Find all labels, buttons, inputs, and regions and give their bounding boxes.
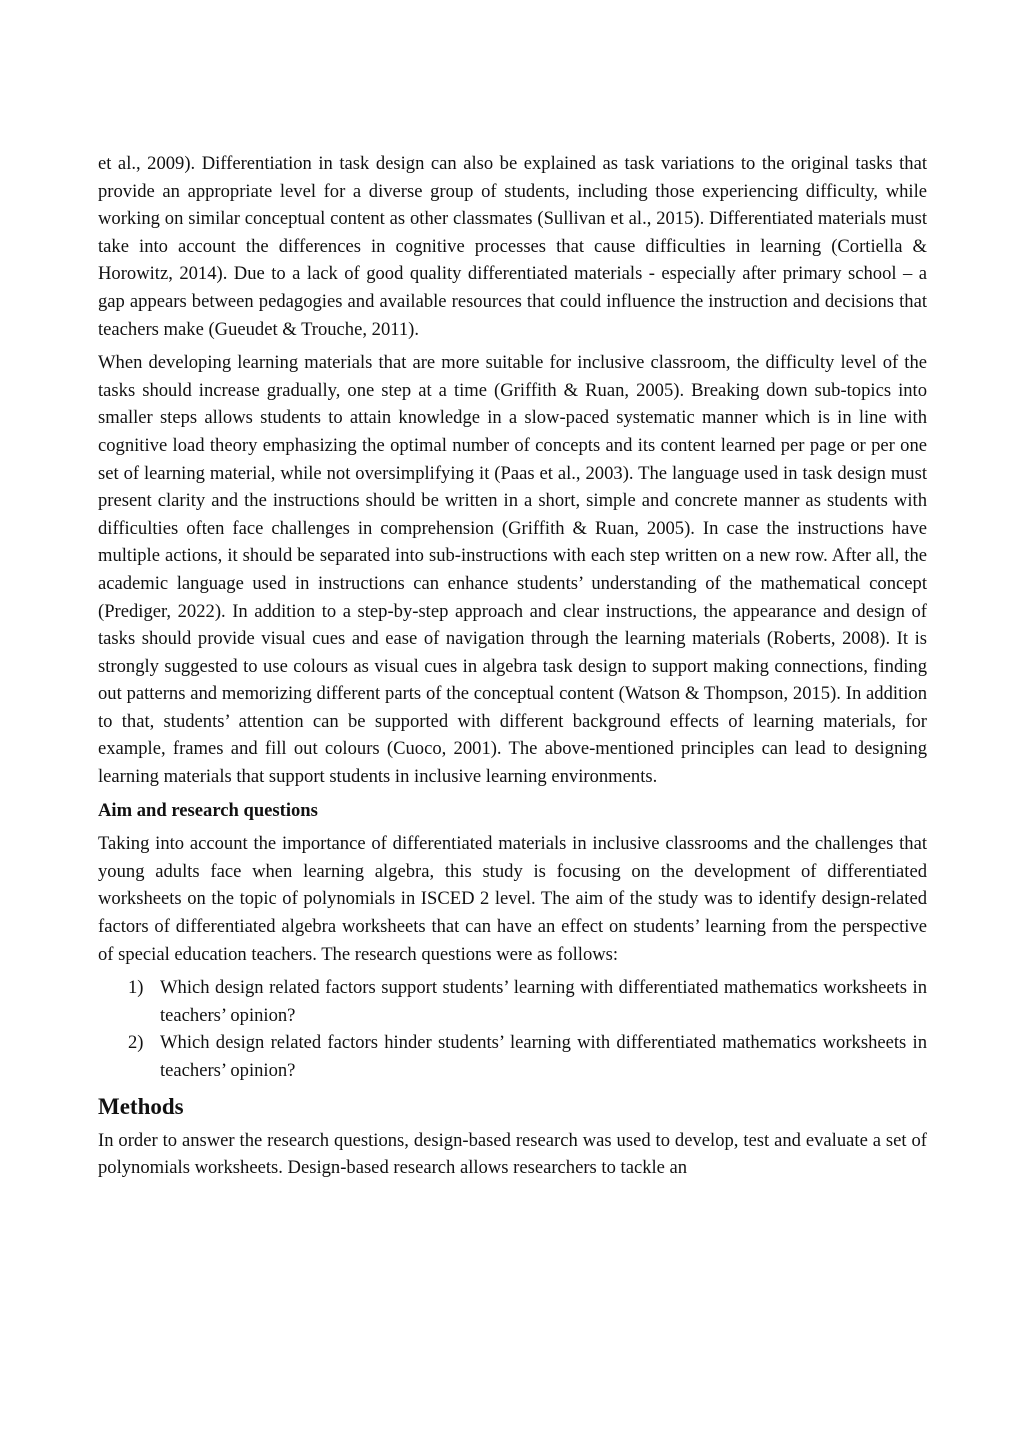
research-question-text: Which design related factors support students’ learning with differentiated mathematics worksheets in teachers’ opinion? <box>160 977 927 1026</box>
document-page <box>98 150 927 1188</box>
methods-heading: Methods <box>98 1093 184 1119</box>
paragraph-learning-materials: When developing learning materials that are more suitable for inclusive classroom, the difficulty level of the tasks should increase gradually, one step at a time (Griffith & Ruan, 2005). Breaking down sub-topics into smaller steps allows students to attain knowledge in a slow-paced systematic manner which is in line with cognitive load theory emphasizing the optimal number of concepts and its content learned per page or per one set of learning material, while not oversimplifying it (Paas et al., 2003). The language used in task design must present clarity and the instructions should be written in a short, simple and concrete manner as students with difficulties often face challenges in comprehension (Griffith & Ruan, 2005). In case the instructions have multiple actions, it should be separated into sub-instructions with each step written on a new row. After all, the academic language used in instructions can enhance students’ understanding of the mathematical concept (Prediger, 2022). In addition to a step-by-step approach and clear instructions, the appearance and design of tasks should provide visual cues and ease of navigation through the learning materials (Roberts, 2008). It is strongly suggested to use colours as visual cues in algebra task design to support making connections, finding out patterns and memorizing different parts of the conceptual content (Watson & Thompson, 2015). In addition to that, students’ attention can be supported with different background effects of learning materials, for example, frames and fill out colours (Cuoco, 2001). The above-mentioned principles can lead to designing learning materials that support students in inclusive learning environments. <box>98 352 927 788</box>
list-item <box>98 1029 927 1084</box>
list-item <box>98 974 927 1029</box>
research-question-list <box>98 974 927 1084</box>
research-question-text: Which design related factors hinder students’ learning with differentiated mathematics worksheets in teachers’ opinion? <box>160 1032 927 1081</box>
methods-paragraph: In order to answer the research questions, design-based research was used to develop, test and evaluate a set of polynomials worksheets. Design-based research allows researchers to tackle an <box>98 1129 927 1179</box>
paragraph-differentiation: et al., 2009). Differentiation in task design can also be explained as task variations to the original tasks that provide an appropriate level for a diverse group of students, including those experiencing difficulty, while working on similar conceptual content as other classmates (Sullivan et al., 2015). Differentiated materials must take into account the differences in cognitive processes that cause difficulties in learning (Cortiella & Horowitz, 2014). Due to a lack of good quality differentiated materials - especially after primary school – a gap appears between pedagogies and available resources that could influence the instruction and decisions that teachers make (Gueudet & Trouche, 2011). <box>98 153 927 340</box>
list-marker: 2) <box>128 1032 144 1054</box>
aim-heading: Aim and research questions <box>98 799 318 821</box>
aim-paragraph: Taking into account the importance of differentiated materials in inclusive classrooms and the challenges that young adults face when learning algebra, this study is focusing on the development of differentiated worksheets on the topic of polynomials in ISCED 2 level. The aim of the study was to identify design-related factors of differentiated algebra worksheets that can have an effect on students’ learning from the perspective of special education teachers. The research questions were as follows: <box>98 833 927 965</box>
list-marker: 1) <box>128 977 144 999</box>
